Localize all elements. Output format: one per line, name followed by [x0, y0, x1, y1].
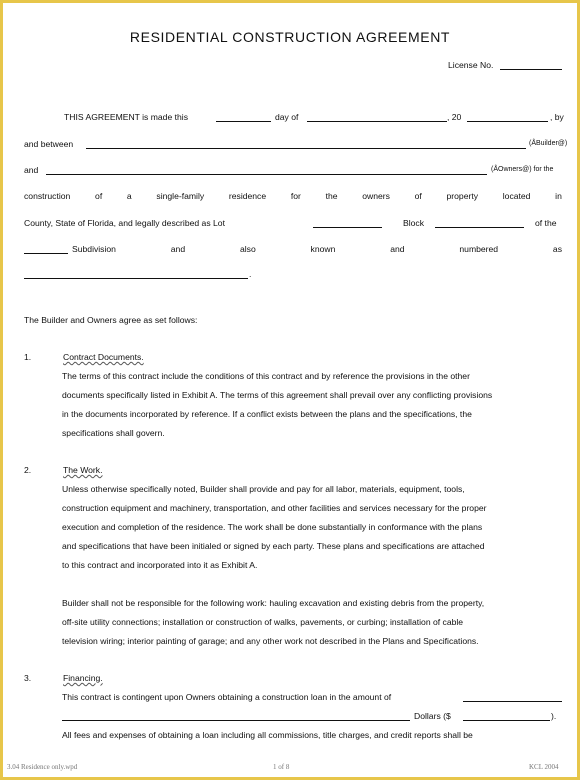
section-heading: The Work. — [63, 465, 103, 475]
word: also — [239, 244, 256, 254]
intro-agreement-text: THIS AGREEMENT is made this — [64, 112, 189, 122]
word: numbered — [459, 244, 499, 254]
section-number: 2. — [24, 465, 32, 475]
section-text-line: All fees and expenses of obtaining a loan including all commissions, title charges, and credit reports shall be — [62, 730, 473, 740]
lot-field[interactable] — [313, 227, 382, 228]
word: construction — [24, 191, 71, 201]
loan-amount-number-field[interactable] — [463, 720, 550, 721]
block-text: Block — [403, 218, 425, 228]
intro-by-text: , by — [550, 112, 564, 122]
section-heading: Contract Documents. — [63, 352, 144, 362]
financing-text: This contract is contingent upon Owners obtaining a construction loan in the amount of — [62, 692, 392, 702]
subdivision-field[interactable] — [24, 253, 68, 254]
section-text-line: in the documents incorporated by reference. If a conflict exists between the plans and the specifications, the — [62, 409, 472, 419]
license-number-field[interactable] — [500, 69, 562, 70]
day-field[interactable] — [216, 121, 271, 122]
word: for — [290, 191, 301, 201]
block-field[interactable] — [435, 227, 524, 228]
word: of — [95, 191, 103, 201]
license-label: License No. — [448, 60, 494, 70]
dollars-label: Dollars ($ — [414, 711, 451, 721]
section-text-line: execution and completion of the residence. The work shall be done substantially in conformance with the plans — [62, 522, 483, 532]
builder-name-field[interactable] — [86, 148, 526, 149]
section-number: 1. — [24, 352, 32, 362]
footer-page-number: 1 of 8 — [273, 763, 290, 771]
word: in — [555, 191, 562, 201]
word: property — [446, 191, 479, 201]
agree-statement: The Builder and Owners agree as set follows: — [24, 315, 198, 325]
section-text-line: specifications shall govern. — [62, 428, 165, 438]
address-period: . — [249, 269, 252, 279]
word: known — [310, 244, 336, 254]
section-text-line: documents specifically listed in Exhibit A. The terms of this agreement shall prevail over any conflicting provisions — [62, 390, 493, 400]
word: Subdivision — [72, 244, 116, 254]
intro-year-prefix: , 20 — [447, 112, 462, 122]
section-text-line: Unless otherwise specifically noted, Builder shall provide and pay for all labor, materials, equipment, tools, — [62, 484, 465, 494]
document-title: RESIDENTIAL CONSTRUCTION AGREEMENT — [129, 29, 451, 45]
year-field[interactable] — [467, 121, 548, 122]
section-text-line: and specifications that have been initialed or signed by each party. These plans and specifications are attached — [62, 541, 485, 551]
address-field[interactable] — [24, 278, 248, 279]
construction-line — [24, 191, 562, 201]
loan-amount-words-field[interactable] — [62, 720, 410, 721]
section-text-line: construction equipment and machinery, transportation, and other facilities and services necessary for the proper — [62, 503, 487, 513]
word: as — [552, 244, 562, 254]
word: a — [126, 191, 132, 201]
word: single-family — [156, 191, 205, 201]
word: residence — [228, 191, 267, 201]
and-between-text: and between — [24, 139, 74, 149]
footer-code: KCL 2004 — [529, 763, 559, 771]
word: and — [390, 244, 405, 254]
word: owners — [362, 191, 390, 201]
section-text-line: television wiring; interior painting of garage; and any other work not described in the Plans and Specifications. — [62, 636, 479, 646]
month-field[interactable] — [307, 121, 447, 122]
owners-label: (ÅOwners@) for the — [491, 166, 554, 173]
dollars-close: ). — [551, 711, 557, 721]
builder-label: (ÅBuilder@) — [529, 140, 568, 147]
section-text-line: off-site utility connections; installation or construction of walks, pavements, or curbing; installation of cable — [62, 617, 464, 627]
footer-filename: 3.04 Residence only.wpd — [7, 763, 78, 771]
intro-day-of-text: day of — [275, 112, 299, 122]
owners-name-field[interactable] — [46, 174, 487, 175]
word: of — [414, 191, 422, 201]
section-text-line: The terms of this contract include the conditions of this contract and by reference the provisions in the other — [62, 371, 470, 381]
and-text: and — [24, 165, 39, 175]
section-text-line: to this contract and incorporated into it as Exhibit A. — [62, 560, 258, 570]
section-text-line: Builder shall not be responsible for the following work: hauling excavation and existing debris from the property, — [62, 598, 485, 608]
word: and — [170, 244, 186, 254]
loan-amount-field[interactable] — [463, 701, 562, 702]
section-number: 3. — [24, 673, 32, 683]
subdivision-line — [72, 244, 562, 254]
of-the-text: of the — [535, 218, 557, 228]
word: located — [502, 191, 531, 201]
county-legal-text: County, State of Florida, and legally described as Lot — [24, 218, 225, 228]
section-heading: Financing. — [63, 673, 103, 683]
word: the — [325, 191, 338, 201]
